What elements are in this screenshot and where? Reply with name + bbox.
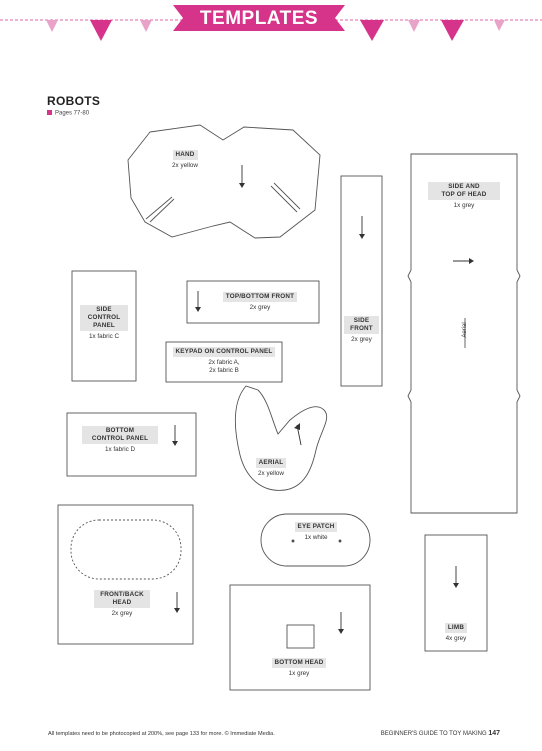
section-title: ROBOTS [47,94,101,108]
side-control-panel-label: SIDE CONTROL PANEL 1x fabric C [80,305,128,341]
front-back-head-label: FRONT/BACK HEAD 2x grey [94,590,150,618]
footer-note: All templates need to be photocopied at 200%, see page 133 for more. © Immediate Media. [48,731,275,737]
aerial-position-label: Aerial [462,322,468,338]
eye-patch-label: EYE PATCH 1x white [284,522,348,542]
templates-banner: TEMPLATES [183,5,335,31]
magazine-title: BEGINNER'S GUIDE TO TOY MAKING [380,731,487,737]
hand-outline [128,125,320,238]
top-bottom-front-label: TOP/BOTTOM FRONT 2x grey [212,292,308,312]
pages-ref: Pages 77-80 [55,110,90,117]
side-front-outline [341,176,382,386]
limb-label: LIMB 4x grey [445,624,467,642]
side-top-head-label: SIDE AND TOP OF HEAD 1x grey [428,182,500,210]
aerial-label: AERIAL 2x yellow [246,458,296,478]
page-number: 147 [488,730,500,737]
bottom-head-label: BOTTOM HEAD 1x grey [264,658,334,678]
side-front-label: SIDE FRONT 2x grey [344,316,379,344]
hand-label: HAND 2x yellow [172,151,198,169]
bottom-control-panel-label: BOTTOM CONTROL PANEL 1x fabric D [82,426,158,454]
footer-magazine [381,730,500,737]
front-back-head-outline [58,505,193,644]
keypad-label: KEYPAD ON CONTROL PANEL 2x fabric A, 2x fabric B [168,347,280,375]
